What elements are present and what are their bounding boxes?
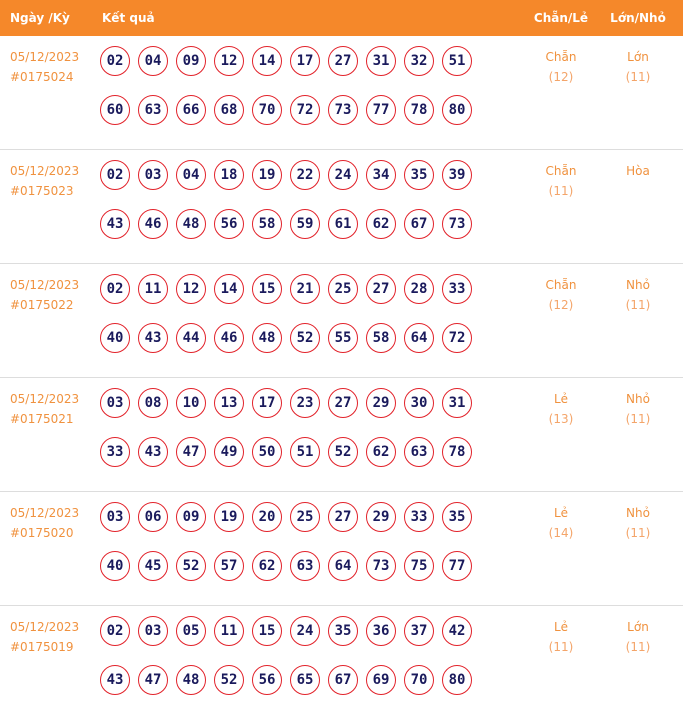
number-ball: 27 <box>366 274 396 304</box>
big-small-result: Lớn <box>627 620 649 634</box>
number-ball: 47 <box>176 437 206 467</box>
number-ball: 64 <box>328 551 358 581</box>
number-ball: 03 <box>100 388 130 418</box>
number-ball: 80 <box>442 665 472 695</box>
number-ball: 05 <box>176 616 206 646</box>
big-small-result: Hòa <box>626 164 650 178</box>
number-ball: 58 <box>252 209 282 239</box>
number-ball: 04 <box>138 46 168 76</box>
number-ball: 47 <box>138 665 168 695</box>
result-numbers <box>100 616 490 714</box>
draw-date-cell <box>10 503 79 543</box>
draw-date: 05/12/2023 <box>10 620 80 634</box>
number-ball: 75 <box>404 551 434 581</box>
number-ball: 11 <box>138 274 168 304</box>
even-odd-count: (11) <box>548 184 574 198</box>
number-ball: 15 <box>252 616 282 646</box>
big-small-cell <box>603 275 673 315</box>
number-ball: 48 <box>252 323 282 353</box>
number-ball: 52 <box>176 551 206 581</box>
number-ball: 33 <box>442 274 472 304</box>
number-ball: 29 <box>366 388 396 418</box>
number-ball: 61 <box>328 209 358 239</box>
number-ball: 67 <box>328 665 358 695</box>
big-small-cell <box>603 617 673 657</box>
results-table-body <box>0 36 683 720</box>
number-ball: 02 <box>100 274 130 304</box>
number-ball: 48 <box>176 209 206 239</box>
big-small-cell <box>603 503 673 543</box>
number-ball: 09 <box>176 46 206 76</box>
number-ball: 67 <box>404 209 434 239</box>
draw-date-cell <box>10 47 79 87</box>
header-date-draw: Ngày /Kỳ <box>10 11 70 25</box>
number-ball: 43 <box>138 323 168 353</box>
even-odd-result: Chẵn <box>545 164 577 178</box>
even-odd-result: Lẻ <box>553 392 569 406</box>
number-ball: 62 <box>366 437 396 467</box>
number-ball: 43 <box>100 665 130 695</box>
even-odd-cell <box>519 503 603 543</box>
number-ball: 73 <box>366 551 396 581</box>
header-result: Kết quả <box>102 11 155 25</box>
number-ball: 08 <box>138 388 168 418</box>
number-ball: 23 <box>290 388 320 418</box>
number-ball: 15 <box>252 274 282 304</box>
number-ball: 52 <box>328 437 358 467</box>
number-ball: 50 <box>252 437 282 467</box>
number-ball: 25 <box>328 274 358 304</box>
number-ball: 12 <box>214 46 244 76</box>
draw-row <box>0 606 683 720</box>
result-numbers <box>100 274 490 372</box>
number-ball: 10 <box>176 388 206 418</box>
number-ball: 63 <box>290 551 320 581</box>
big-small-cell <box>603 47 673 87</box>
draw-date: 05/12/2023 <box>10 50 80 64</box>
result-numbers <box>100 46 490 144</box>
even-odd-result: Chẵn <box>545 278 577 292</box>
even-odd-count: (13) <box>548 412 574 426</box>
even-odd-count: (11) <box>548 640 574 654</box>
number-ball: 55 <box>328 323 358 353</box>
number-ball: 68 <box>214 95 244 125</box>
number-ball: 35 <box>404 160 434 190</box>
number-ball: 24 <box>328 160 358 190</box>
number-ball: 45 <box>138 551 168 581</box>
draw-date: 05/12/2023 <box>10 164 80 178</box>
number-ball: 32 <box>404 46 434 76</box>
number-ball: 58 <box>366 323 396 353</box>
number-ball: 78 <box>404 95 434 125</box>
number-ball: 35 <box>442 502 472 532</box>
draw-row <box>0 492 683 606</box>
big-small-cell <box>603 389 673 429</box>
even-odd-cell <box>519 389 603 429</box>
draw-row <box>0 36 683 150</box>
number-ball: 27 <box>328 502 358 532</box>
number-ball: 46 <box>138 209 168 239</box>
number-ball: 46 <box>214 323 244 353</box>
number-ball: 29 <box>366 502 396 532</box>
number-ball: 17 <box>290 46 320 76</box>
number-ball: 21 <box>290 274 320 304</box>
number-ball: 22 <box>290 160 320 190</box>
even-odd-result: Chẵn <box>545 50 577 64</box>
number-ball: 43 <box>138 437 168 467</box>
number-ball: 62 <box>366 209 396 239</box>
header-big-small: Lớn/Nhỏ <box>610 11 666 25</box>
number-ball: 73 <box>328 95 358 125</box>
number-ball: 30 <box>404 388 434 418</box>
draw-date-cell <box>10 617 79 657</box>
number-ball: 25 <box>290 502 320 532</box>
number-ball: 14 <box>252 46 282 76</box>
number-ball: 63 <box>138 95 168 125</box>
number-ball: 14 <box>214 274 244 304</box>
draw-id-link[interactable]: #0175022 <box>10 298 74 312</box>
even-odd-result: Lẻ <box>553 506 569 520</box>
result-numbers <box>100 502 490 600</box>
number-ball: 72 <box>442 323 472 353</box>
number-ball: 17 <box>252 388 282 418</box>
number-ball: 24 <box>290 616 320 646</box>
number-ball: 02 <box>100 616 130 646</box>
number-ball: 48 <box>176 665 206 695</box>
number-ball: 70 <box>252 95 282 125</box>
even-odd-cell <box>519 275 603 315</box>
results-table-header <box>0 0 683 36</box>
number-ball: 33 <box>404 502 434 532</box>
result-numbers <box>100 388 490 486</box>
even-odd-count: (12) <box>548 298 574 312</box>
big-small-result: Nhỏ <box>626 506 650 520</box>
draw-id-link[interactable]: #0175021 <box>10 412 74 426</box>
draw-id-link[interactable]: #0175020 <box>10 526 74 540</box>
big-small-count: (11) <box>625 298 651 312</box>
number-ball: 34 <box>366 160 396 190</box>
number-ball: 31 <box>366 46 396 76</box>
big-small-cell <box>603 161 673 181</box>
number-ball: 11 <box>214 616 244 646</box>
number-ball: 62 <box>252 551 282 581</box>
header-even-odd: Chẵn/Lẻ <box>533 11 589 25</box>
number-ball: 43 <box>100 209 130 239</box>
number-ball: 31 <box>442 388 472 418</box>
draw-date: 05/12/2023 <box>10 278 80 292</box>
number-ball: 77 <box>366 95 396 125</box>
number-ball: 27 <box>328 388 358 418</box>
number-ball: 09 <box>176 502 206 532</box>
big-small-result: Lớn <box>627 50 649 64</box>
number-ball: 56 <box>214 209 244 239</box>
big-small-result: Nhỏ <box>626 278 650 292</box>
number-ball: 03 <box>138 616 168 646</box>
draw-id-link[interactable]: #0175019 <box>10 640 74 654</box>
number-ball: 37 <box>404 616 434 646</box>
number-ball: 44 <box>176 323 206 353</box>
number-ball: 78 <box>442 437 472 467</box>
number-ball: 51 <box>442 46 472 76</box>
number-ball: 28 <box>404 274 434 304</box>
number-ball: 02 <box>100 160 130 190</box>
number-ball: 13 <box>214 388 244 418</box>
number-ball: 06 <box>138 502 168 532</box>
number-ball: 40 <box>100 323 130 353</box>
number-ball: 80 <box>442 95 472 125</box>
draw-row <box>0 264 683 378</box>
number-ball: 03 <box>138 160 168 190</box>
even-odd-result: Lẻ <box>553 620 569 634</box>
big-small-count: (11) <box>625 70 651 84</box>
number-ball: 69 <box>366 665 396 695</box>
big-small-count: (11) <box>625 526 651 540</box>
draw-id-link[interactable]: #0175024 <box>10 70 74 84</box>
number-ball: 52 <box>214 665 244 695</box>
number-ball: 18 <box>214 160 244 190</box>
number-ball: 77 <box>442 551 472 581</box>
draw-date-cell <box>10 161 79 201</box>
number-ball: 36 <box>366 616 396 646</box>
big-small-count: (11) <box>625 640 651 654</box>
even-odd-count: (12) <box>548 70 574 84</box>
number-ball: 02 <box>100 46 130 76</box>
number-ball: 27 <box>328 46 358 76</box>
draw-date: 05/12/2023 <box>10 392 80 406</box>
number-ball: 73 <box>442 209 472 239</box>
number-ball: 64 <box>404 323 434 353</box>
even-odd-count: (14) <box>548 526 574 540</box>
number-ball: 33 <box>100 437 130 467</box>
number-ball: 19 <box>252 160 282 190</box>
number-ball: 04 <box>176 160 206 190</box>
number-ball: 56 <box>252 665 282 695</box>
number-ball: 65 <box>290 665 320 695</box>
big-small-result: Nhỏ <box>626 392 650 406</box>
draw-row <box>0 150 683 264</box>
number-ball: 20 <box>252 502 282 532</box>
even-odd-cell <box>519 161 603 201</box>
number-ball: 35 <box>328 616 358 646</box>
draw-date-cell <box>10 389 79 429</box>
number-ball: 70 <box>404 665 434 695</box>
number-ball: 19 <box>214 502 244 532</box>
number-ball: 72 <box>290 95 320 125</box>
draw-row <box>0 378 683 492</box>
number-ball: 42 <box>442 616 472 646</box>
number-ball: 12 <box>176 274 206 304</box>
draw-date-cell <box>10 275 79 315</box>
number-ball: 63 <box>404 437 434 467</box>
number-ball: 52 <box>290 323 320 353</box>
number-ball: 66 <box>176 95 206 125</box>
number-ball: 57 <box>214 551 244 581</box>
draw-id-link[interactable]: #0175023 <box>10 184 74 198</box>
number-ball: 40 <box>100 551 130 581</box>
draw-date: 05/12/2023 <box>10 506 80 520</box>
number-ball: 49 <box>214 437 244 467</box>
number-ball: 03 <box>100 502 130 532</box>
big-small-count: (11) <box>625 412 651 426</box>
number-ball: 39 <box>442 160 472 190</box>
number-ball: 51 <box>290 437 320 467</box>
even-odd-cell <box>519 617 603 657</box>
result-numbers <box>100 160 490 258</box>
number-ball: 60 <box>100 95 130 125</box>
number-ball: 59 <box>290 209 320 239</box>
even-odd-cell <box>519 47 603 87</box>
